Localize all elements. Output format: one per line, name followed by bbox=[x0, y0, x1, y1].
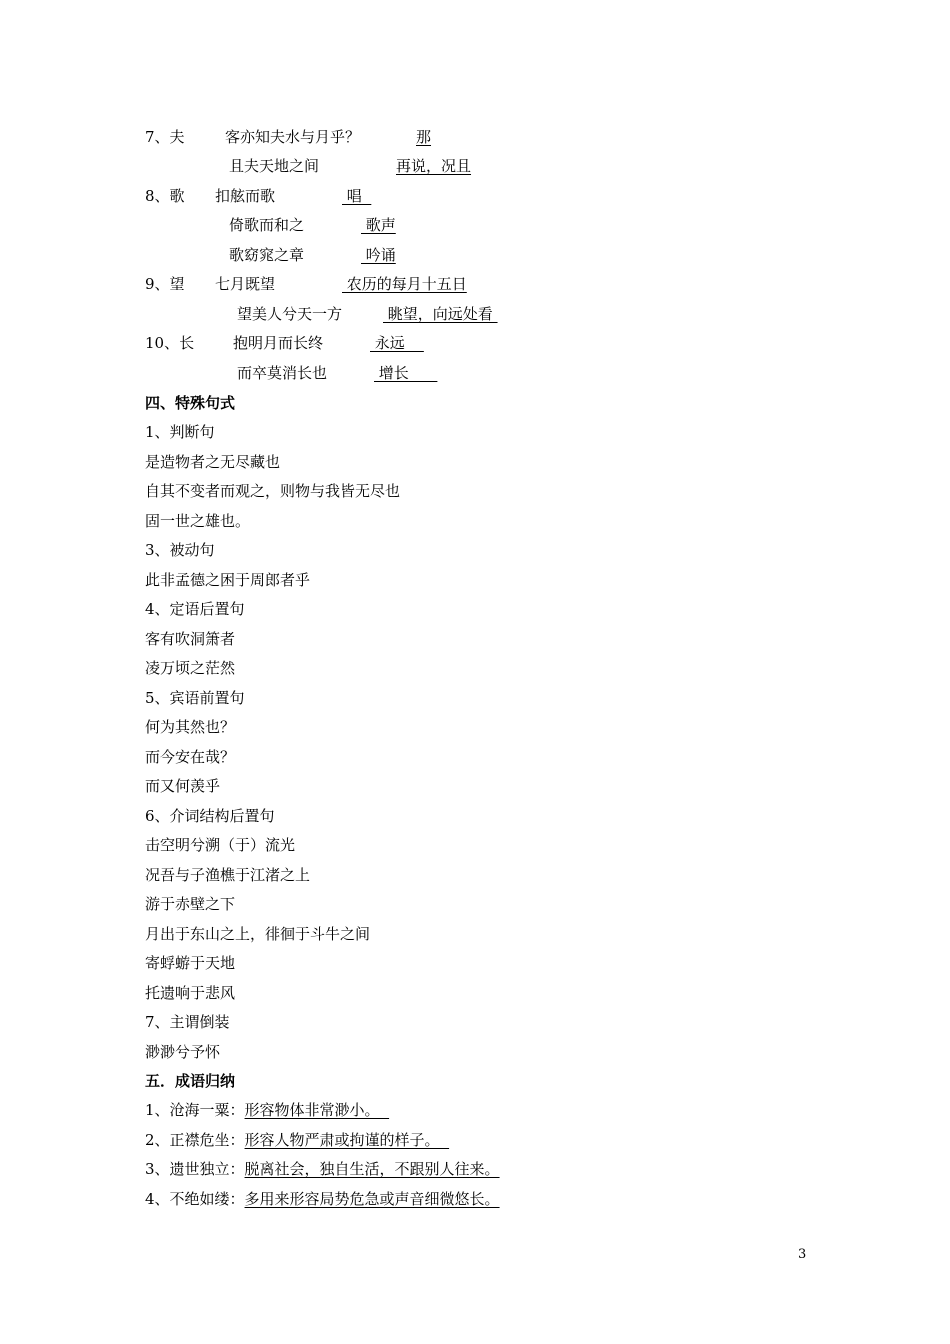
section-line: 此非孟德之困于周郎者乎 bbox=[145, 570, 311, 589]
section-line: 渺渺兮予怀 bbox=[145, 1042, 221, 1061]
section-heading: 五．成语归纳 bbox=[145, 1072, 236, 1090]
section-line: 3、被动句 bbox=[145, 541, 215, 559]
idiom-item bbox=[145, 1188, 500, 1210]
section-line: 7、主谓倒装 bbox=[145, 1013, 230, 1031]
section-line: 是造物者之无尽藏也 bbox=[145, 452, 281, 471]
section-line: 1、判断句 bbox=[145, 423, 215, 441]
meaning: 歌声 bbox=[361, 216, 396, 234]
idiom-term: 2、正襟危坐： bbox=[145, 1131, 245, 1149]
idiom-term: 3、遗世独立： bbox=[145, 1160, 245, 1178]
section-heading: 四、特殊句式 bbox=[145, 394, 236, 412]
section-line: 况吾与子渔樵于江渚之上 bbox=[145, 865, 311, 884]
idiom-definition: 脱离社会，独自生活，不跟别人往来。 bbox=[244, 1160, 500, 1178]
meaning: 再说，况且 bbox=[396, 157, 472, 175]
example-phrase: 抱明月而长终 bbox=[233, 334, 324, 352]
idiom-definition: 多用来形容局势危急或声音细微悠长。 bbox=[244, 1190, 500, 1208]
example-phrase: 望美人兮天一方 bbox=[237, 305, 343, 323]
entry-number: 10、长 bbox=[145, 334, 195, 352]
section-line: 而今安在哉？ bbox=[145, 747, 236, 766]
meaning: 眺望，向远处看 bbox=[383, 305, 498, 323]
example-phrase: 扣舷而歌 bbox=[215, 187, 276, 205]
section-line: 4、定语后置句 bbox=[145, 600, 245, 618]
section-line: 5、宾语前置句 bbox=[145, 688, 245, 707]
example-phrase: 倚歌而和之 bbox=[229, 216, 305, 234]
section-line: 自其不变者而观之，则物与我皆无尽也 bbox=[145, 482, 401, 500]
example-phrase: 而卒莫消长也 bbox=[237, 364, 328, 382]
meaning: 吟诵 bbox=[361, 246, 396, 264]
section-line: 寄蜉蝣于天地 bbox=[145, 954, 236, 972]
meaning: 农历的每月十五日 bbox=[342, 275, 467, 293]
idiom-item bbox=[145, 1129, 449, 1151]
idiom-item bbox=[145, 1099, 389, 1121]
section-line: 击空明兮溯（于）流光 bbox=[145, 836, 296, 854]
idiom-definition: 形容人物严肃或拘谨的样子。 bbox=[244, 1131, 450, 1149]
example-phrase: 歌窈窕之章 bbox=[229, 246, 305, 264]
page-number: 3 bbox=[798, 1247, 807, 1262]
example-phrase: 客亦知夫水与月乎？ bbox=[225, 128, 361, 146]
example-phrase: 且夫天地之间 bbox=[229, 157, 320, 175]
example-phrase: 七月既望 bbox=[215, 275, 276, 293]
meaning: 永远 bbox=[370, 334, 424, 352]
idiom-definition: 形容物体非常渺小。 bbox=[244, 1101, 390, 1119]
section-line: 客有吹洞箫者 bbox=[145, 629, 236, 648]
entry-number: 7、夫 bbox=[145, 128, 185, 146]
meaning: 唱 bbox=[342, 187, 372, 205]
idiom-term: 4、不绝如缕： bbox=[145, 1190, 245, 1208]
section-line: 固一世之雄也。 bbox=[145, 511, 251, 530]
section-line: 游于赤壁之下 bbox=[145, 895, 236, 913]
section-line: 何为其然也？ bbox=[145, 718, 236, 736]
section-line: 托遗响于悲风 bbox=[145, 983, 236, 1002]
section-line: 而又何羡乎 bbox=[145, 777, 221, 795]
section-line: 6、介词结构后置句 bbox=[145, 806, 275, 825]
section-line: 凌万顷之茫然 bbox=[145, 659, 236, 677]
idiom-term: 1、沧海一粟： bbox=[145, 1101, 245, 1119]
section-line: 月出于东山之上，徘徊于斗牛之间 bbox=[145, 924, 371, 943]
meaning: 增长 bbox=[374, 364, 438, 382]
entry-number: 8、歌 bbox=[145, 187, 185, 205]
meaning: 那 bbox=[416, 128, 432, 146]
entry-number: 9、望 bbox=[145, 275, 185, 293]
idiom-item bbox=[145, 1158, 500, 1180]
